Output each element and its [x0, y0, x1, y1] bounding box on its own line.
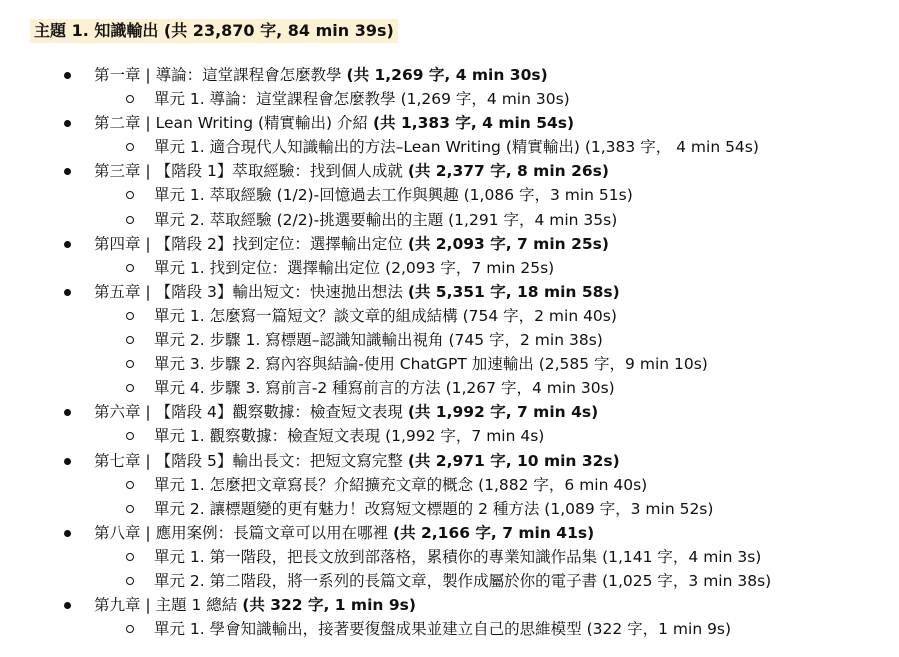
unit-list	[64, 304, 894, 400]
unit-list	[64, 87, 894, 111]
hollow-bullet-icon	[126, 336, 134, 344]
unit-label: 單元 1. 找到定位：選擇輸出定位 (2,093 字，7 min 25s)	[154, 258, 555, 277]
chapter-stats: (共 322 字, 1 min 9s)	[242, 596, 416, 615]
chapter-item	[64, 111, 894, 159]
document-title: 主題 1. 知識輸出 (共 23,870 字, 84 min 39s)	[30, 19, 398, 43]
chapter-row	[64, 159, 894, 183]
chapter-label: 第一章 | 導論：這堂課程會怎麼教學	[94, 66, 342, 84]
chapter-row	[64, 400, 894, 424]
hollow-bullet-icon	[126, 312, 134, 320]
hollow-bullet-icon	[126, 577, 134, 585]
unit-list	[64, 183, 894, 231]
filled-bullet-icon	[64, 458, 71, 465]
chapter-label: 第三章 | 【階段 1】萃取經驗：找到個人成就	[94, 162, 403, 181]
unit-label: 單元 1. 第一階段，把長文放到部落格，累積你的專業知識作品集 (1,141 字，4 min 3s)	[154, 547, 762, 566]
chapter-label: 第五章 | 【階段 3】輸出短文：快速拋出想法	[94, 282, 403, 301]
chapter-stats: (共 2,166 字, 7 min 41s)	[393, 523, 595, 542]
title-container	[30, 19, 398, 43]
unit-item	[64, 424, 894, 448]
unit-item	[64, 304, 894, 328]
filled-bullet-icon	[64, 120, 71, 127]
filled-bullet-icon	[64, 241, 71, 248]
unit-item	[64, 473, 894, 497]
chapter-row	[64, 111, 894, 135]
unit-item	[64, 569, 894, 593]
chapter-row	[64, 63, 894, 87]
unit-label: 單元 4. 步驟 3. 寫前言-2 種寫前言的方法 (1,267 字，4 min 30s)	[154, 379, 615, 398]
unit-item	[64, 208, 894, 232]
hollow-bullet-icon	[126, 95, 134, 103]
unit-label: 單元 2. 步驟 1. 寫標題–認識知識輸出視角 (745 字，2 min 38s)	[154, 331, 603, 350]
chapter-label: 第六章 | 【階段 4】觀察數據：檢查短文表現	[94, 403, 403, 422]
unit-item	[64, 183, 894, 207]
hollow-bullet-icon	[126, 625, 134, 633]
filled-bullet-icon	[64, 72, 71, 79]
unit-label: 單元 1. 適合現代人知識輸出的方法–Lean Writing (精實輸出) (1,383 字， 4 min 54s)	[154, 138, 759, 157]
unit-list	[64, 473, 894, 521]
chapter-label: 第七章 | 【階段 5】輸出長文：把短文寫完整	[94, 451, 403, 470]
unit-label: 單元 1. 萃取經驗 (1/2)-回憶過去工作與興趣 (1,086 字，3 min 51s)	[154, 186, 633, 205]
chapter-item	[64, 521, 894, 593]
hollow-bullet-icon	[126, 553, 134, 561]
chapter-item	[64, 232, 894, 280]
hollow-bullet-icon	[126, 360, 134, 368]
chapter-label: 第八章 | 應用案例：長篇文章可以用在哪裡	[94, 523, 389, 542]
hollow-bullet-icon	[126, 481, 134, 489]
chapter-item	[64, 159, 894, 231]
unit-item	[64, 87, 894, 111]
unit-item	[64, 256, 894, 280]
unit-list	[64, 545, 894, 593]
chapter-label: 第九章 | 主題 1 總結	[94, 596, 238, 615]
chapter-item	[64, 63, 894, 111]
chapter-label: 第四章 | 【階段 2】找到定位：選擇輸出定位	[94, 234, 403, 253]
unit-item	[64, 617, 894, 641]
unit-item	[64, 497, 894, 521]
chapter-row	[64, 593, 894, 617]
chapter-list	[64, 63, 894, 641]
chapter-stats: (共 1,992 字, 7 min 4s)	[407, 403, 599, 422]
unit-item	[64, 352, 894, 376]
filled-bullet-icon	[64, 530, 71, 537]
unit-label: 單元 2. 第二階段，將一系列的長篇文章，製作成屬於你的電子書 (1,025 字，3 min 38s)	[154, 571, 772, 590]
chapter-label: 第二章 | Lean Writing (精實輸出) 介紹	[94, 114, 369, 133]
hollow-bullet-icon	[126, 505, 134, 513]
chapter-stats: (共 5,351 字, 18 min 58s)	[407, 282, 620, 301]
filled-bullet-icon	[64, 289, 71, 296]
hollow-bullet-icon	[126, 143, 134, 151]
unit-item	[64, 135, 894, 159]
unit-list	[64, 424, 894, 448]
chapter-stats: (共 2,971 字, 10 min 32s)	[407, 451, 620, 470]
unit-label: 單元 2. 萃取經驗 (2/2)-挑選要輸出的主題 (1,291 字，4 min 35s)	[154, 210, 618, 229]
unit-label: 單元 1. 怎麼把文章寫長？介紹擴充文章的概念 (1,882 字，6 min 40s)	[154, 475, 648, 494]
chapter-stats: (共 1,383 字, 4 min 54s)	[372, 114, 575, 133]
hollow-bullet-icon	[126, 432, 134, 440]
chapter-row	[64, 449, 894, 473]
unit-label: 單元 1. 觀察數據：檢查短文表現 (1,992 字，7 min 4s)	[154, 427, 545, 446]
chapter-row	[64, 232, 894, 256]
unit-list	[64, 617, 894, 641]
unit-label: 單元 2. 讓標題變的更有魅力！改寫短文標題的 2 種方法 (1,089 字，3 min 52s)	[154, 499, 714, 518]
hollow-bullet-icon	[126, 191, 134, 199]
filled-bullet-icon	[64, 409, 71, 416]
unit-label: 單元 1. 學會知識輸出，接著要復盤成果並建立自己的思維模型 (322 字，1 min 9s)	[154, 620, 732, 639]
hollow-bullet-icon	[126, 264, 134, 272]
chapter-stats: (共 2,093 字, 7 min 25s)	[407, 234, 609, 253]
chapter-item	[64, 449, 894, 521]
chapter-item	[64, 400, 894, 448]
unit-list	[64, 256, 894, 280]
unit-item	[64, 328, 894, 352]
unit-list	[64, 135, 894, 159]
hollow-bullet-icon	[126, 384, 134, 392]
chapter-row	[64, 521, 894, 545]
chapter-stats: (共 1,269 字, 4 min 30s)	[346, 66, 548, 84]
unit-item	[64, 376, 894, 400]
filled-bullet-icon	[64, 602, 71, 609]
chapter-item	[64, 593, 894, 641]
unit-label: 單元 3. 步驟 2. 寫內容與結論-使用 ChatGPT 加速輸出 (2,585 字，9 min 10s)	[154, 355, 708, 374]
unit-label: 單元 1. 導論：這堂課程會怎麼教學 (1,269 字，4 min 30s)	[154, 90, 570, 109]
filled-bullet-icon	[64, 168, 71, 175]
chapter-item	[64, 280, 894, 400]
hollow-bullet-icon	[126, 216, 134, 224]
unit-item	[64, 545, 894, 569]
chapter-stats: (共 2,377 字, 8 min 26s)	[407, 162, 609, 181]
chapter-row	[64, 280, 894, 304]
unit-label: 單元 1. 怎麼寫一篇短文？談文章的組成結構 (754 字，2 min 40s)	[154, 306, 617, 325]
